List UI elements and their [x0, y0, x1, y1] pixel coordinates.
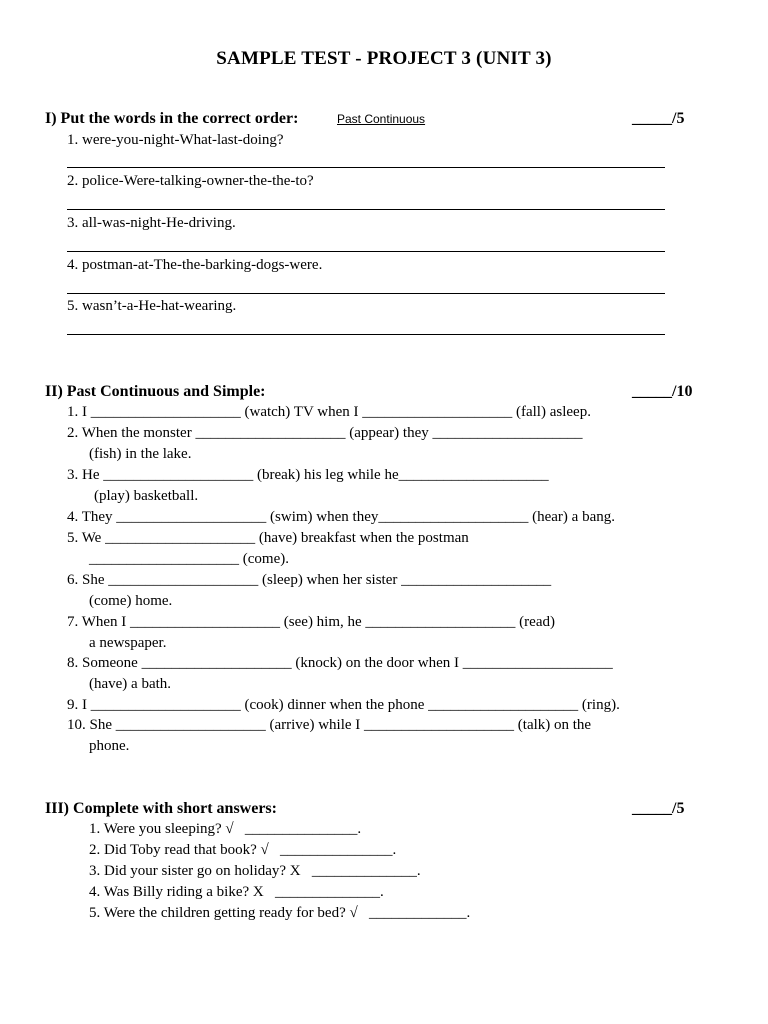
answer-line-5[interactable] [67, 334, 665, 335]
tense-line: (come) home. [89, 593, 173, 609]
section2-score: _____/10 [632, 383, 693, 400]
answer-line-3[interactable] [67, 251, 665, 252]
reorder-item-5: 5. wasn’t-a-He-hat-wearing. [67, 298, 237, 314]
short-answer-item-2: 2. Did Toby read that book? √ _______________. [89, 842, 397, 858]
short-answer-item-5: 5. Were the children getting ready for bed? √ _____________. [89, 905, 471, 921]
tense-line: 9. I ____________________ (cook) dinner when the phone ____________________ (ring). [67, 697, 620, 713]
tense-line: 6. She ____________________ (sleep) when her sister ____________________ [67, 572, 552, 588]
tense-line: ____________________ (come). [89, 551, 289, 567]
section2-heading: II) Past Continuous and Simple: [45, 383, 266, 400]
reorder-item-3: 3. all-was-night-He-driving. [67, 215, 236, 231]
section3-score: _____/5 [632, 800, 685, 817]
section1-heading: I) Put the words in the correct order: [45, 110, 299, 127]
tense-line: 2. When the monster ____________________ (appear) they ____________________ [67, 425, 583, 441]
answer-line-4[interactable] [67, 293, 665, 294]
tense-line: phone. [89, 738, 130, 754]
tense-line: 7. When I ____________________ (see) him, he ____________________ (read) [67, 614, 555, 630]
tense-line: 8. Someone ____________________ (knock) on the door when I ____________________ [67, 655, 613, 671]
page-title: SAMPLE TEST - PROJECT 3 (UNIT 3) [216, 48, 552, 69]
reorder-item-1: 1. were-you-night-What-last-doing? [67, 132, 284, 148]
tense-line: (play) basketball. [94, 488, 199, 504]
section1-hint: Past Continuous [337, 112, 426, 126]
tense-line: 5. We ____________________ (have) breakfast when the postman [67, 530, 469, 546]
answer-line-1[interactable] [67, 167, 665, 168]
short-answer-item-3: 3. Did your sister go on holiday? X ______________. [89, 863, 421, 879]
tense-line: 1. I ____________________ (watch) TV when I ____________________ (fall) asleep. [67, 404, 591, 420]
short-answer-item-4: 4. Was Billy riding a bike? X ______________. [89, 884, 384, 900]
tense-line: (fish) in the lake. [89, 446, 192, 462]
reorder-item-4: 4. postman-at-The-the-barking-dogs-were. [67, 257, 323, 273]
reorder-item-2: 2. police-Were-talking-owner-the-the-to? [67, 173, 314, 189]
section3-heading: III) Complete with short answers: [45, 800, 277, 817]
short-answer-item-1: 1. Were you sleeping? √ _______________. [89, 821, 362, 837]
tense-line: a newspaper. [89, 635, 167, 651]
tense-line: 3. He ____________________ (break) his leg while he____________________ [67, 467, 549, 483]
tense-line: 4. They ____________________ (swim) when they____________________ (hear) a bang. [67, 509, 615, 525]
answer-line-2[interactable] [67, 209, 665, 210]
section1-score: _____/5 [632, 110, 685, 127]
tense-line: 10. She ____________________ (arrive) while I ____________________ (talk) on the [67, 717, 592, 733]
tense-line: (have) a bath. [89, 676, 172, 692]
